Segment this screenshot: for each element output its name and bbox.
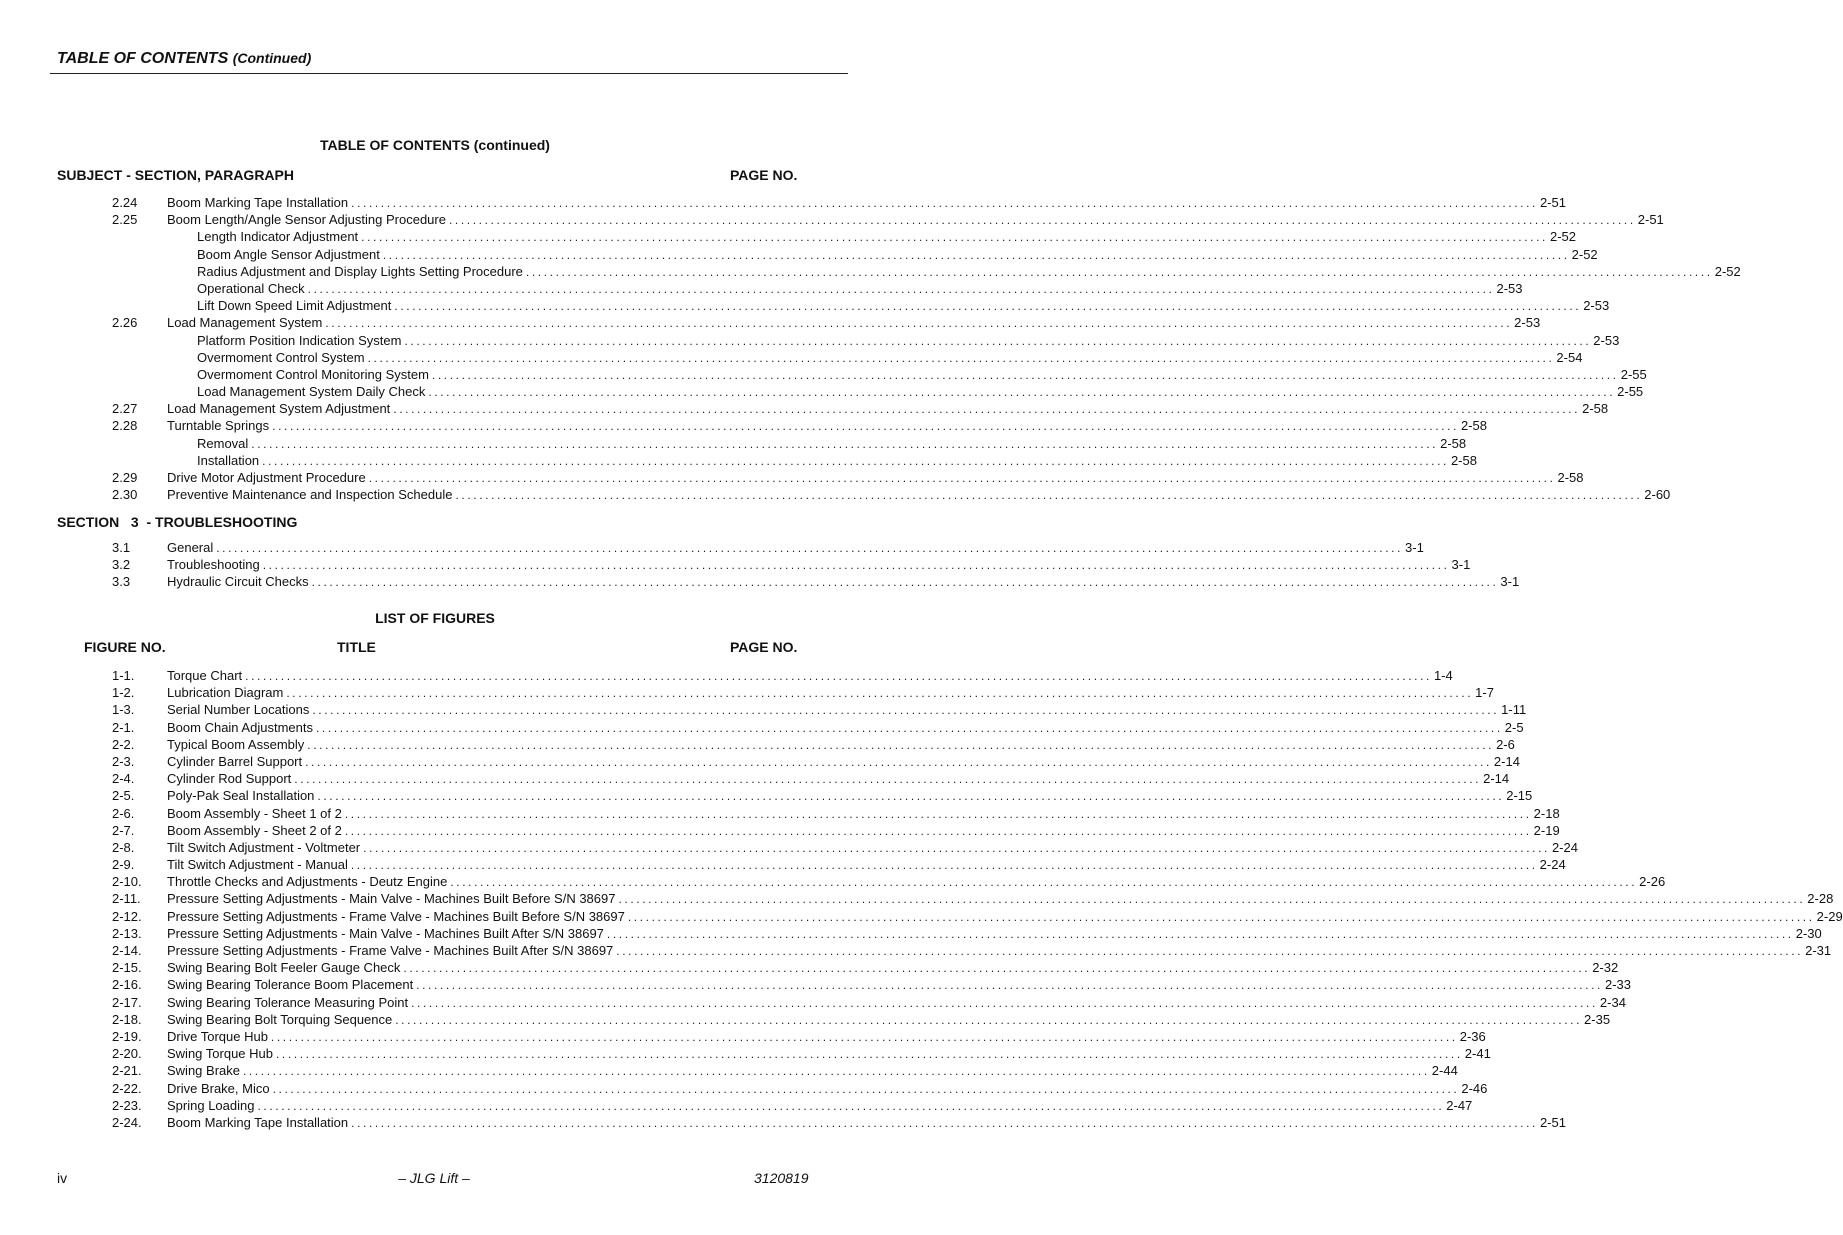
entry-number: 2-11.: [112, 891, 141, 907]
entry-page: 1-4: [1433, 668, 1453, 683]
entry-number: 2-21.: [112, 1063, 142, 1079]
list-item: [0, 1011, 1611, 1028]
list-item: [0, 1062, 1458, 1079]
dot-leader: ........................................................................................................................................................................................................: [315, 720, 1503, 735]
entry-page: 2-44: [1431, 1063, 1458, 1079]
entry-page: 2-35: [1584, 1011, 1611, 1027]
entry-number: 2-17.: [112, 994, 142, 1010]
entry-title: Pressure Setting Adjustments - Frame Valve - Machines Built Before S/N 38697: [167, 908, 628, 925]
dot-leader: ........................................................................................................................................................................................................: [351, 1115, 1538, 1130]
entry-title: Operational Check: [197, 280, 308, 297]
entry-title: Swing Bearing Tolerance Measuring Point: [167, 994, 411, 1011]
dot-leader: ........................................................................................................................................................................................................: [257, 1098, 1445, 1113]
entry-title: Boom Chain Adjustments: [167, 719, 316, 736]
dot-leader: ........................................................................................................................................................................................................: [382, 247, 1570, 262]
list-item: [0, 667, 1453, 684]
entry-number: 2.28: [112, 418, 138, 434]
entry-page: 2-60: [1644, 487, 1671, 503]
list-item: [0, 539, 1424, 556]
dot-leader: ........................................................................................................................................................................................................: [411, 995, 1598, 1010]
entry-page: 2-47: [1446, 1097, 1473, 1113]
list-item: [0, 753, 1520, 770]
entry-number: 2-12.: [112, 908, 142, 924]
entry-number: 3.3: [112, 574, 131, 590]
entry-page: 2-24: [1539, 857, 1566, 873]
dot-leader: ........................................................................................................................................................................................................: [344, 806, 1532, 821]
entry-page: 2-53: [1496, 280, 1523, 296]
entry-title: Boom Marking Tape Installation: [167, 1114, 351, 1131]
dot-leader: ........................................................................................................................................................................................................: [272, 419, 1459, 434]
list-item: [0, 280, 1523, 297]
dot-leader: ........................................................................................................................................................................................................: [242, 1064, 1430, 1079]
list-item: [0, 228, 1576, 245]
entry-number: 2.25: [112, 212, 138, 228]
list-item: [0, 366, 1647, 383]
figures-heading: LIST OF FIGURES: [375, 610, 495, 626]
entry-title: Boom Assembly - Sheet 1 of 2: [167, 805, 345, 822]
entry-title: Tilt Switch Adjustment - Voltmeter: [167, 839, 363, 856]
list-item: [0, 1097, 1473, 1114]
dot-leader: ........................................................................................................................................................................................................: [245, 669, 1432, 683]
list-item: [0, 1045, 1491, 1062]
dot-leader: ........................................................................................................................................................................................................: [394, 299, 1582, 314]
entry-title: Typical Boom Assembly: [167, 736, 307, 753]
list-item: [0, 194, 1566, 211]
list-item: [0, 246, 1598, 263]
entry-page: 2-14: [1483, 771, 1510, 787]
entry-title: Boom Angle Sensor Adjustment: [197, 246, 383, 263]
figures-column-page: PAGE NO.: [730, 639, 798, 655]
list-item: [0, 573, 1520, 590]
entry-title: Load Management System Daily Check: [197, 383, 428, 400]
dot-leader: ........................................................................................................................................................................................................: [272, 1081, 1460, 1096]
entry-page: 2-19: [1533, 822, 1560, 838]
dot-leader: ........................................................................................................................................................................................................: [294, 772, 1482, 787]
list-item: [0, 856, 1566, 873]
entry-page: 2-58: [1582, 401, 1609, 417]
list-item: [0, 839, 1578, 856]
list-item: [0, 1080, 1488, 1097]
list-item: [0, 787, 1533, 804]
figures-column-title: TITLE: [337, 639, 376, 655]
toc-list: [0, 194, 1741, 503]
entry-number: 1-3.: [112, 702, 135, 718]
dot-leader: ........................................................................................................................................................................................................: [216, 541, 1404, 555]
entry-page: 2-53: [1593, 332, 1620, 348]
entry-number: 2-10.: [112, 874, 142, 890]
entry-page: 2-46: [1461, 1080, 1488, 1096]
dot-leader: ........................................................................................................................................................................................................: [270, 1029, 1458, 1044]
entry-title: Load Management System Adjustment: [167, 400, 393, 417]
entry-number: 2-3.: [112, 753, 135, 769]
toc-column-page: PAGE NO.: [730, 167, 798, 183]
entry-page: 2-26: [1639, 874, 1666, 890]
entry-number: 2-8.: [112, 839, 135, 855]
list-item: [0, 417, 1487, 434]
entry-page: 2-32: [1592, 960, 1619, 976]
entry-title: Removal: [197, 435, 251, 452]
entry-title: Swing Bearing Bolt Torquing Sequence: [167, 1011, 395, 1028]
entry-page: 1-11: [1501, 702, 1527, 718]
entry-page: 2-14: [1493, 753, 1520, 769]
entry-page: 2-33: [1604, 977, 1632, 993]
entry-title: Torque Chart: [167, 667, 245, 684]
entry-page: 2-53: [1583, 298, 1610, 314]
figures-column-number: FIGURE NO.: [84, 639, 166, 655]
entry-title: Turntable Springs: [167, 417, 272, 434]
list-item: [0, 770, 1510, 787]
dot-leader: ........................................................................................................................................................................................................: [367, 350, 1555, 365]
entry-title: Preventive Maintenance and Inspection Schedule: [167, 486, 455, 503]
dot-leader: ........................................................................................................................................................................................................: [404, 333, 1592, 348]
list-item: [0, 822, 1560, 839]
list-item: [0, 469, 1584, 486]
list-item: [0, 400, 1609, 417]
entry-number: 2-7.: [112, 822, 135, 838]
list-item: [0, 435, 1467, 452]
list-item: [0, 297, 1610, 314]
entry-title: Hydraulic Circuit Checks: [167, 573, 312, 590]
list-item: [0, 1028, 1486, 1045]
entry-page: 1-7: [1475, 685, 1494, 701]
entry-title: General: [167, 539, 216, 556]
entry-page: 2-28: [1807, 891, 1834, 907]
dot-leader: ........................................................................................................................................................................................................: [403, 961, 1591, 976]
running-header: [57, 50, 311, 68]
entry-title: Drive Torque Hub: [167, 1028, 271, 1045]
entry-number: 2-20.: [112, 1046, 142, 1062]
entry-number: 2-16.: [112, 977, 142, 993]
entry-title: Spring Loading: [167, 1097, 257, 1114]
entry-number: 2-6.: [112, 805, 135, 821]
dot-leader: ........................................................................................................................................................................................................: [606, 926, 1794, 941]
entry-number: 2-4.: [112, 771, 135, 787]
entry-title: Boom Assembly - Sheet 2 of 2: [167, 822, 345, 839]
dot-leader: ........................................................................................................................................................................................................: [350, 858, 1538, 873]
entry-title: Cylinder Barrel Support: [167, 753, 305, 770]
entry-number: 2.27: [112, 401, 138, 417]
entry-page: 2-52: [1714, 263, 1741, 279]
list-item: [0, 736, 1515, 753]
entry-page: 2-58: [1460, 418, 1487, 434]
entry-number: 2-13.: [112, 925, 142, 941]
dot-leader: ........................................................................................................................................................................................................: [616, 944, 1804, 958]
entry-page: 2-52: [1549, 229, 1576, 245]
entry-page: 2-24: [1551, 839, 1578, 855]
entry-title: Drive Brake, Mico: [167, 1080, 273, 1097]
dot-leader: ........................................................................................................................................................................................................: [286, 686, 1474, 701]
dot-leader: ........................................................................................................................................................................................................: [262, 453, 1449, 468]
entry-number: 3.2: [112, 557, 131, 573]
dot-leader: ........................................................................................................................................................................................................: [307, 737, 1495, 752]
entry-title: Lift Down Speed Limit Adjustment: [197, 297, 394, 314]
dot-leader: ........................................................................................................................................................................................................: [307, 281, 1495, 296]
entry-page: 2-5: [1504, 719, 1524, 735]
toc-heading: TABLE OF CONTENTS (continued): [320, 137, 550, 153]
dot-leader: ........................................................................................................................................................................................................: [311, 575, 1499, 590]
entry-page: 3-1: [1405, 540, 1424, 555]
list-item: [0, 332, 1620, 349]
entry-page: 2-55: [1620, 366, 1647, 382]
entry-page: 3-1: [1451, 557, 1471, 573]
entry-number: 3.1: [112, 540, 131, 555]
entry-page: 3-1: [1500, 574, 1520, 590]
entry-number: 2.26: [112, 315, 138, 331]
entry-title: Pressure Setting Adjustments - Main Valve - Machines Built Before S/N 38697: [167, 890, 618, 907]
dot-leader: ........................................................................................................................................................................................................: [262, 558, 1450, 573]
list-item: [0, 805, 1560, 822]
entry-number: 2-15.: [112, 960, 142, 976]
entry-number: 2-23.: [112, 1097, 142, 1113]
entry-title: Pressure Setting Adjustments - Main Valve - Machines Built After S/N 38697: [167, 925, 607, 942]
entry-title: Drive Motor Adjustment Procedure: [167, 469, 369, 486]
entry-title: Tilt Switch Adjustment - Manual: [167, 856, 351, 873]
entry-title: Pressure Setting Adjustments - Frame Valve - Machines Built After S/N 38697: [167, 942, 616, 959]
list-item: [0, 959, 1619, 976]
dot-leader: ........................................................................................................................................................................................................: [344, 823, 1532, 838]
entry-number: 1-1.: [112, 668, 135, 683]
list-item: [0, 263, 1741, 280]
dot-leader: ........................................................................................................................................................................................................: [305, 754, 1492, 769]
dot-leader: ........................................................................................................................................................................................................: [450, 875, 1638, 890]
entry-title: Cylinder Rod Support: [167, 770, 294, 787]
entry-title: Swing Torque Hub: [167, 1045, 276, 1062]
dot-leader: ........................................................................................................................................................................................................: [325, 316, 1513, 331]
dot-leader: ........................................................................................................................................................................................................: [393, 402, 1581, 417]
entry-number: 2-1.: [112, 719, 135, 735]
dot-leader: ........................................................................................................................................................................................................: [627, 909, 1815, 924]
dot-leader: ........................................................................................................................................................................................................: [428, 385, 1616, 400]
dot-leader: ........................................................................................................................................................................................................: [448, 213, 1636, 228]
entry-number: 2-24.: [112, 1114, 142, 1130]
list-item: [0, 890, 1834, 907]
running-header-title: TABLE OF CONTENTS: [57, 50, 229, 67]
dot-leader: ........................................................................................................................................................................................................: [395, 1012, 1583, 1027]
figures-list: [0, 667, 1843, 1131]
entry-page: 2-29: [1816, 908, 1843, 924]
entry-number: 2-2.: [112, 736, 135, 752]
dot-leader: ........................................................................................................................................................................................................: [416, 978, 1603, 993]
list-item: [0, 684, 1494, 701]
dot-leader: ........................................................................................................................................................................................................: [351, 196, 1538, 210]
dot-leader: ........................................................................................................................................................................................................: [361, 230, 1548, 245]
entry-page: 2-36: [1459, 1028, 1486, 1044]
entry-title: Boom Marking Tape Installation: [167, 194, 351, 211]
entry-page: 2-53: [1514, 315, 1541, 331]
section3-list: [0, 539, 1520, 591]
entry-title: Length Indicator Adjustment: [197, 228, 361, 245]
list-item: [0, 452, 1477, 469]
list-item: [0, 1114, 1566, 1131]
entry-title: Swing Brake: [167, 1062, 243, 1079]
entry-number: 2-19.: [112, 1028, 142, 1044]
list-item: [0, 925, 1822, 942]
entry-number: 2.30: [112, 487, 138, 503]
running-header-continued: (Continued): [232, 50, 312, 66]
entry-title: Poly-Pak Seal Installation: [167, 787, 317, 804]
entry-page: 2-51: [1539, 1114, 1566, 1130]
section3-heading: SECTION 3 - TROUBLESHOOTING: [57, 514, 298, 530]
entry-number: 2-9.: [112, 857, 135, 873]
entry-title: Radius Adjustment and Display Lights Setting Procedure: [197, 263, 526, 280]
entry-page: 2-18: [1533, 805, 1560, 821]
footer-publisher: – JLG Lift –: [398, 1170, 470, 1186]
entry-title: Platform Position Indication System: [197, 332, 404, 349]
entry-number: 1-2.: [112, 685, 135, 701]
list-item: [0, 942, 1832, 959]
entry-title: Throttle Checks and Adjustments - Deutz Engine: [167, 873, 450, 890]
list-item: [0, 994, 1626, 1011]
list-item: [0, 976, 1632, 993]
dot-leader: ........................................................................................................................................................................................................: [431, 367, 1619, 382]
dot-leader: ........................................................................................................................................................................................................: [525, 264, 1713, 279]
entry-title: Overmoment Control Monitoring System: [197, 366, 432, 383]
footer-page-number: iv: [57, 1170, 68, 1186]
entry-page: 2-34: [1599, 994, 1626, 1010]
entry-page: 2-6: [1496, 736, 1515, 752]
entry-page: 2-41: [1464, 1046, 1491, 1062]
dot-leader: ........................................................................................................................................................................................................: [276, 1047, 1463, 1062]
dot-leader: ........................................................................................................................................................................................................: [312, 703, 1500, 718]
dot-leader: ........................................................................................................................................................................................................: [368, 471, 1556, 485]
entry-number: 2-5.: [112, 788, 135, 804]
entry-number: 2-18.: [112, 1011, 142, 1027]
entry-page: 2-54: [1556, 349, 1583, 365]
entry-page: 2-55: [1617, 384, 1644, 400]
dot-leader: ........................................................................................................................................................................................................: [455, 488, 1643, 503]
entry-page: 2-31: [1805, 943, 1832, 958]
list-item: [0, 556, 1471, 573]
list-item: [0, 314, 1541, 331]
entry-page: 2-58: [1557, 470, 1584, 485]
entry-page: 2-58: [1440, 435, 1467, 451]
entry-title: Swing Bearing Bolt Feeler Gauge Check: [167, 959, 403, 976]
entry-number: 2-22.: [112, 1080, 142, 1096]
entry-title: Troubleshooting: [167, 556, 263, 573]
header-rule: [50, 73, 848, 74]
entry-title: Lubrication Diagram: [167, 684, 286, 701]
entry-page: 2-51: [1539, 195, 1566, 210]
entry-number: 2.29: [112, 470, 138, 485]
entry-number: 2-14.: [112, 943, 142, 958]
entry-title: Overmoment Control System: [197, 349, 368, 366]
footer-doc-number: 3120819: [754, 1170, 809, 1186]
dot-leader: ........................................................................................................................................................................................................: [317, 789, 1505, 804]
entry-number: 2.24: [112, 195, 138, 210]
list-item: [0, 873, 1666, 890]
toc-column-subject: SUBJECT - SECTION, PARAGRAPH: [57, 167, 294, 183]
dot-leader: ........................................................................................................................................................................................................: [618, 892, 1806, 907]
entry-title: Swing Bearing Tolerance Boom Placement: [167, 976, 416, 993]
list-item: [0, 719, 1524, 736]
entry-page: 2-30: [1795, 925, 1822, 941]
list-item: [0, 908, 1843, 925]
entry-page: 2-15: [1506, 788, 1533, 804]
list-item: [0, 211, 1664, 228]
entry-title: Serial Number Locations: [167, 701, 312, 718]
entry-title: Boom Length/Angle Sensor Adjusting Procedure: [167, 211, 449, 228]
list-item: [0, 701, 1527, 718]
dot-leader: ........................................................................................................................................................................................................: [363, 840, 1550, 855]
list-item: [0, 383, 1644, 400]
entry-page: 2-58: [1450, 452, 1477, 468]
list-item: [0, 486, 1671, 503]
dot-leader: ........................................................................................................................................................................................................: [251, 436, 1439, 451]
entry-page: 2-52: [1571, 246, 1598, 262]
entry-title: Installation: [197, 452, 262, 469]
entry-title: Load Management System: [167, 314, 325, 331]
list-item: [0, 349, 1583, 366]
entry-page: 2-51: [1637, 212, 1664, 228]
